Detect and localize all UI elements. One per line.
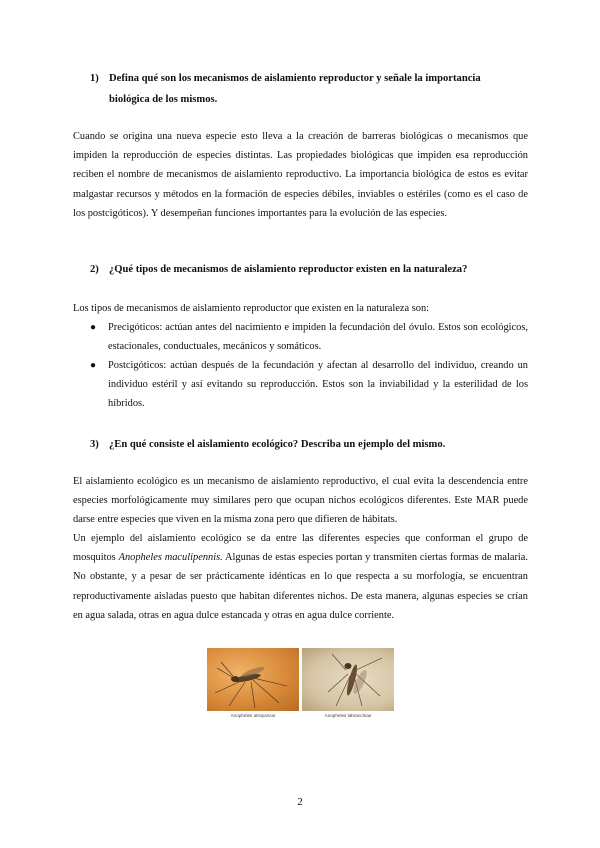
question-3-text: ¿En qué consiste el aislamiento ecológico? Describa un ejemplo del mismo. (109, 439, 446, 450)
question-1-line2: biológica de los mismos. (109, 94, 218, 105)
question-2-number: 2) (90, 264, 99, 275)
question-3 (90, 434, 520, 455)
caption-photo-2: Anopheles labranchiae (324, 713, 372, 718)
question-1 (90, 68, 520, 110)
paragraph-4 (73, 529, 528, 625)
paragraph-4-before: Un ejemplo del aislamiento ecológico se da entre las diferentes especies que conforman el grupo de mosquitos (73, 533, 528, 564)
list-item: Precigóticos: actúan antes del nacimiento e impiden la fecundación del óvulo. Estos son ecológicos, estacionales, conductuales, mecánicos y somáticos. (108, 322, 528, 353)
bullet-1-marker: ● (90, 322, 97, 333)
question-2 (90, 259, 520, 280)
question-1-line1: Defina qué son los mecanismos de aislamiento reproductor y señale la importancia (109, 73, 481, 84)
paragraph-3: El aislamiento ecológico es un mecanismo de aislamiento reproductivo, el cual evita la descendencia entre especies morfológicamente muy similares pero que ocupan nichos ecológicos diferentes. Este MAR puede darse entre especies que viven en la misma zona pero que difieren de hábitats. (73, 476, 528, 526)
mosquito-1-image (207, 648, 299, 711)
question-2-text: ¿Qué tipos de mecanismos de aislamiento reproductor existen en la naturaleza? (109, 264, 468, 275)
species-name: Anopheles maculipennis. (118, 552, 223, 564)
mosquito-2-image (302, 648, 394, 711)
mosquito-figure (207, 648, 394, 721)
list-item: Postcigóticos: actúan después de la fecundación y afectan al desarrollo del individuo, creando un individuo estéril y así evitando su reproducción. Estos son la inviabilidad y la esterilidad de los híbridos. (108, 360, 528, 410)
caption-photo-1: Anopheles atroparvus (230, 713, 276, 718)
mosquito-photo-2 (302, 648, 394, 711)
paragraph-2-intro: Los tipos de mecanismos de aislamiento reproductor que existen en la naturaleza son: (73, 303, 430, 314)
paragraph-4-after: Algunas de estas especies portan y transmiten ciertas formas de malaria. No obstante, y a pesar de ser prácticamente idénticas en lo que respecta a su morfología, se encuentran reproductivamente aisladas puesto que habitan diferentes nichos. De esta manera, algunas especies se crían en agua salada, otras en agua dulce estancada y otras en agua dulce corriente. (73, 552, 528, 621)
question-3-number: 3) (90, 439, 99, 450)
mosquito-photo-1 (207, 648, 299, 711)
page-number: 2 (297, 796, 303, 808)
bullet-2-marker: ● (90, 360, 97, 371)
question-1-number: 1) (90, 73, 99, 84)
paragraph-1: Cuando se origina una nueva especie esto lleva a la creación de barreras biológicas o mecanismos que impiden la reproducción de especies distintas. Las propiedades biológicas que impiden esa reproducción reciben el nombre de mecanismos de aislamiento reproductivo. La importancia biológica de estos es evitar malgastar recursos y métodos en la formación de especies débiles, inviables o estériles (como es el caso de los postcigóticos). Y desempeñan funciones importantes para la evolución de las especies. (73, 131, 528, 219)
